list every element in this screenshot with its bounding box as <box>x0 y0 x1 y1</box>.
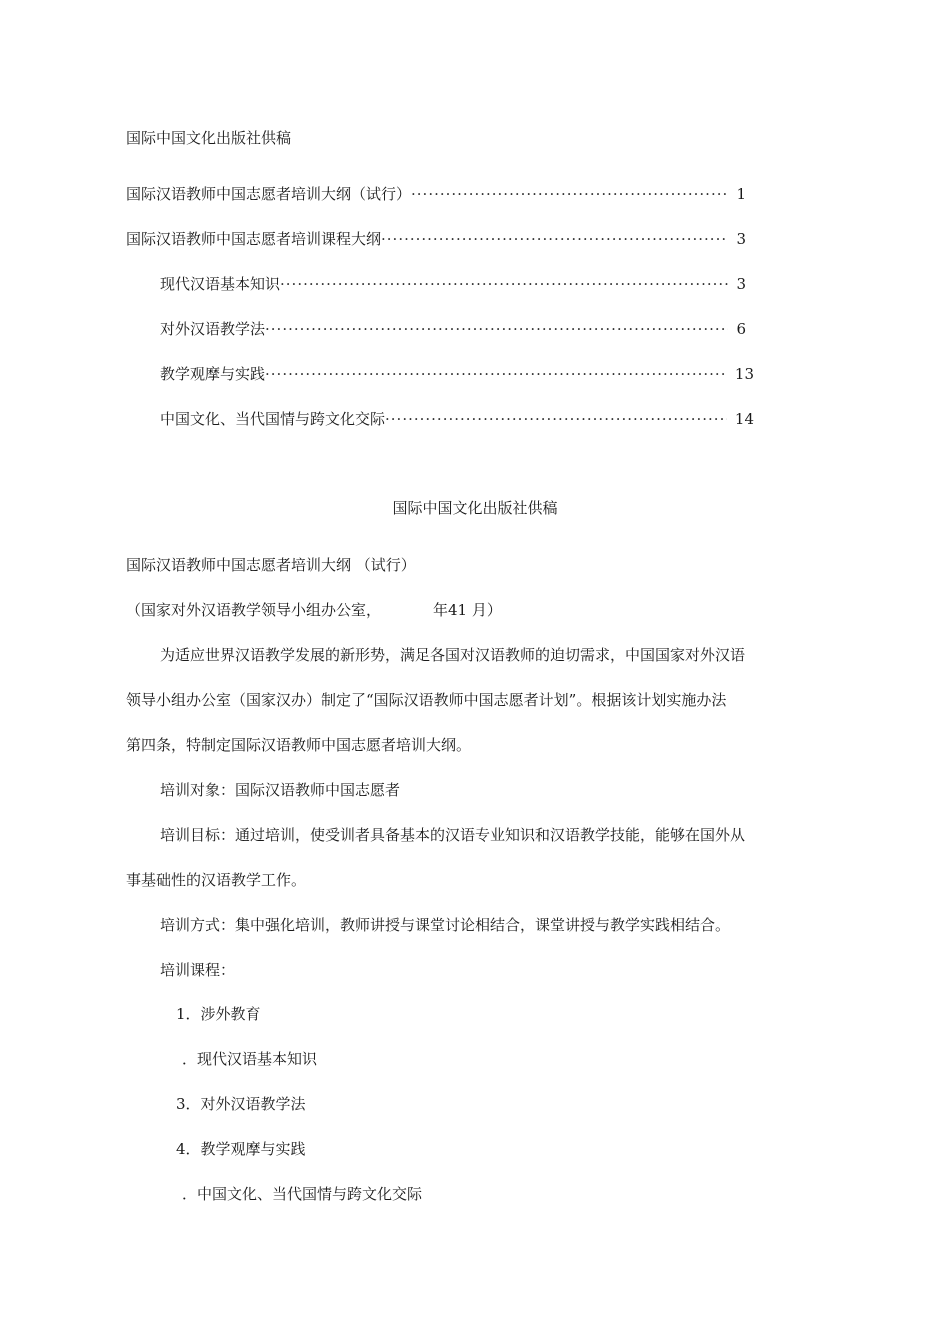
training-method: 培训方式：集中强化培训，教师讲授与课堂讨论相结合，课堂讲授与教学实践相结合。 <box>160 916 731 934</box>
training-target: 培训对象：国际汉语教师中国志愿者 <box>160 781 401 799</box>
toc-entry[interactable] <box>160 409 754 429</box>
toc-entry-page: 14 <box>734 410 754 428</box>
intro-paragraph-line: 第四条，特制定国际汉语教师中国志愿者培训大纲。 <box>126 736 472 754</box>
training-goal-line: 事基础性的汉语教学工作。 <box>126 871 307 889</box>
toc-leader-dots <box>265 364 727 384</box>
toc-leader-dots <box>381 229 728 249</box>
courses-label: 培训课程： <box>160 961 236 979</box>
intro-paragraph-line: 领导小组办公室（国家汉办）制定了“国际汉语教师中国志愿者计划”。根据该计划实施办法 <box>126 691 727 709</box>
toc-entry-title: 现代汉语基本知识 <box>160 275 281 293</box>
intro-paragraph-line: 为适应世界汉语教学发展的新形势，满足各国对汉语教师的迫切需求，中国国家对外汉语 <box>160 646 746 664</box>
toc-entry-title: 教学观摩与实践 <box>160 365 266 383</box>
toc-entry-title: 国际汉语教师中国志愿者培训课程大纲 <box>126 230 382 248</box>
toc-entry-page: 1 <box>736 185 746 203</box>
issuer-name: （国家对外汉语教学领导小组办公室， <box>126 601 382 619</box>
list-item: 1．涉外教育 <box>176 1005 261 1023</box>
toc-entry[interactable] <box>160 319 746 339</box>
toc-entry-title: 中国文化、当代国情与跨文化交际 <box>160 410 386 428</box>
document-title: 国际汉语教师中国志愿者培训大纲 （试行） <box>126 556 416 574</box>
list-item: 4．教学观摩与实践 <box>176 1140 306 1158</box>
issuer-date: 年41 月） <box>433 601 502 619</box>
issuer-line <box>126 600 502 620</box>
toc-entry[interactable] <box>126 229 746 249</box>
list-item: 3．对外汉语教学法 <box>176 1095 306 1113</box>
toc-leader-dots <box>265 319 728 339</box>
toc-entry-page: 6 <box>736 320 746 338</box>
toc-entry-page: 3 <box>736 275 746 293</box>
list-item: ．现代汉语基本知识 <box>182 1050 318 1068</box>
toc-entry-title: 对外汉语教学法 <box>160 320 266 338</box>
toc-entry-page: 13 <box>734 365 754 383</box>
toc-entry-title: 国际汉语教师中国志愿者培训大纲（试行） <box>126 185 412 203</box>
toc-entry-page: 3 <box>736 230 746 248</box>
centered-publisher-note: 国际中国文化出版社供稿 <box>392 499 558 517</box>
toc-entry[interactable] <box>126 184 746 204</box>
toc-leader-dots <box>385 409 727 429</box>
toc-leader-dots <box>411 184 728 204</box>
list-item: ．中国文化、当代国情与跨文化交际 <box>182 1185 423 1203</box>
toc-entry[interactable] <box>160 274 746 294</box>
toc-leader-dots <box>280 274 728 294</box>
toc-entry[interactable] <box>160 364 754 384</box>
training-goal-line: 培训目标：通过培训，使受训者具备基本的汉语专业知识和汉语教学技能，能够在国外从 <box>160 826 746 844</box>
publisher-note: 国际中国文化出版社供稿 <box>126 129 292 147</box>
